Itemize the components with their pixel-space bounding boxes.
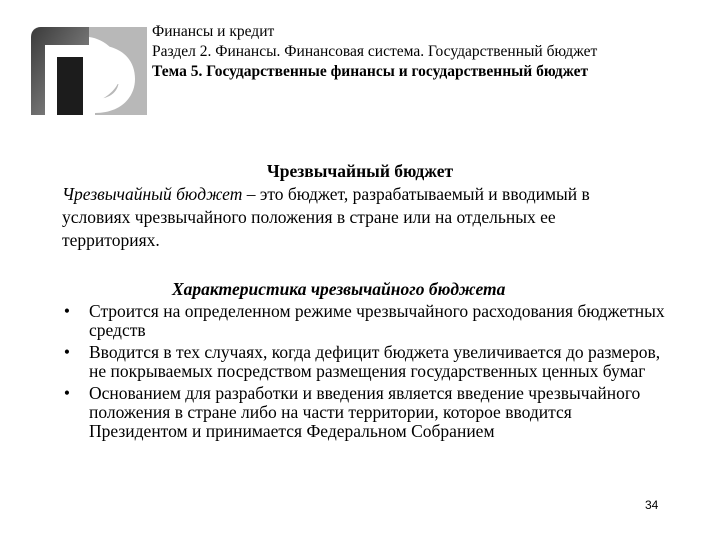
- list-item-text: Строится на определенном режиме чрезвычайного расходования бюджетных средств: [89, 301, 665, 340]
- characteristics-heading: Характеристика чрезвычайного бюджета: [172, 279, 506, 299]
- bullet-icon: •: [63, 342, 71, 362]
- slide-header: [152, 22, 672, 82]
- pc-logo-icon: [31, 27, 147, 115]
- definition-term: Чрезвычайный бюджет: [62, 184, 243, 204]
- bullet-icon: •: [63, 301, 71, 321]
- list-item: [60, 343, 670, 381]
- section-title: Раздел 2. Финансы. Финансовая система. Государственный бюджет: [152, 43, 598, 60]
- list-item: [60, 302, 670, 340]
- course-title: Финансы и кредит: [152, 23, 275, 40]
- characteristics-list: [60, 302, 670, 444]
- list-item: [60, 384, 670, 441]
- page-number: 34: [645, 498, 659, 512]
- list-item-text: Вводится в тех случаях, когда дефицит бюджета увеличивается до размеров, не покрываемых посредством размещения государственных ценных бумаг: [89, 342, 661, 381]
- bullet-icon: •: [63, 383, 71, 403]
- topic-title: Тема 5. Государственные финансы и государственный бюджет: [152, 63, 589, 80]
- page-title: Чрезвычайный бюджет: [266, 161, 454, 181]
- definition-paragraph: [62, 183, 602, 252]
- list-item-text: Основанием для разработки и введения является введение чрезвычайного положения в стране либо на части территории, которое вводится Президентом и принимается Федеральном Собранием: [89, 383, 641, 441]
- definition-text: – это бюджет, разрабатываемый и вводимый в условиях чрезвычайного положения в стране или на отдельных ее территориях.: [62, 184, 590, 250]
